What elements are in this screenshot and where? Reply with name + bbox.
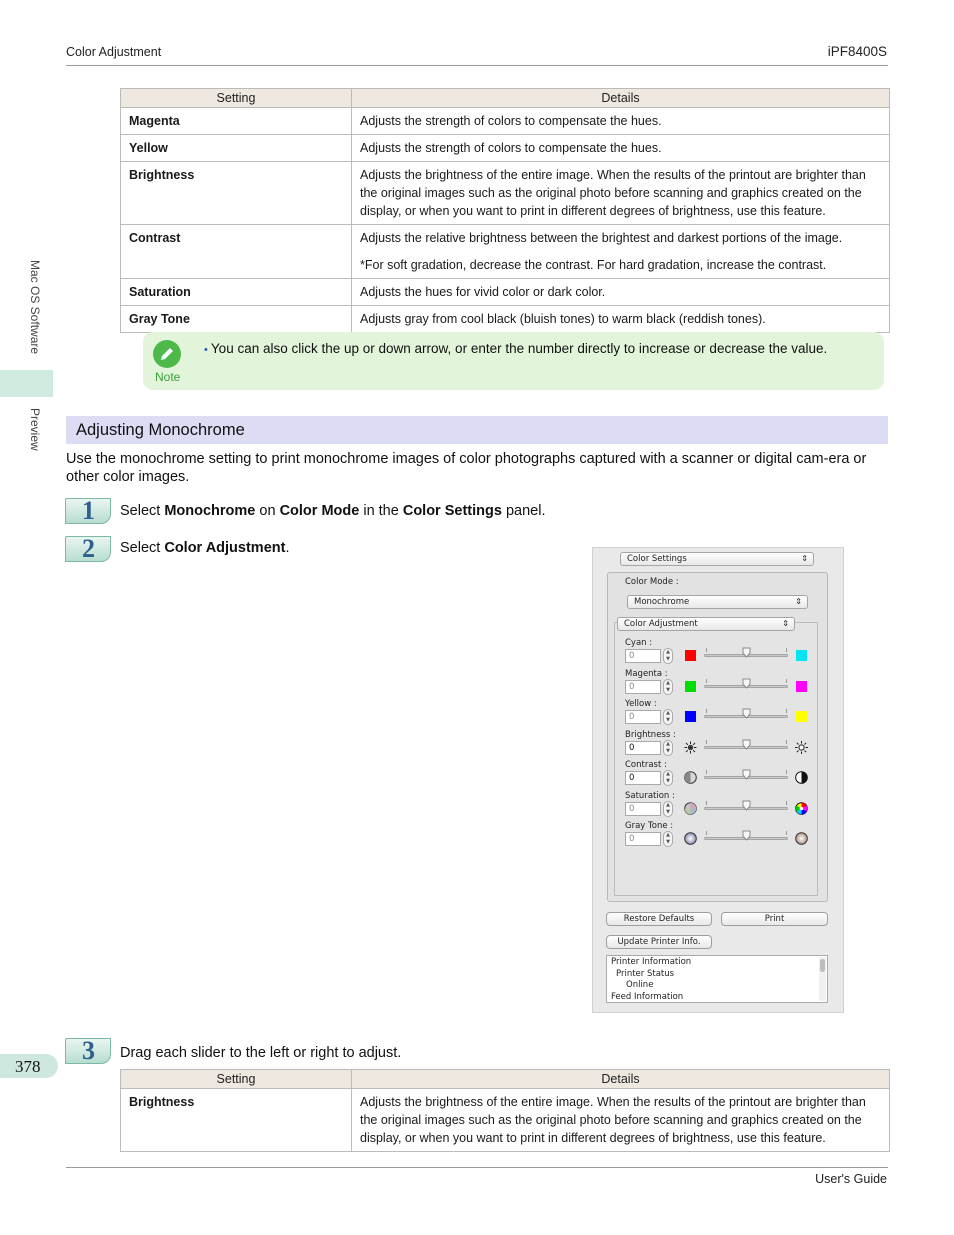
restore-defaults-button[interactable]: Restore Defaults: [606, 912, 712, 926]
header-rule: [66, 65, 888, 66]
slider-value-input[interactable]: 0: [625, 771, 661, 785]
bright-sun-icon: [795, 741, 808, 754]
slider-tick: [786, 801, 787, 805]
slider-label: Contrast :: [625, 760, 667, 770]
slider-row: [615, 821, 815, 851]
slider-row: [615, 730, 815, 760]
page-number: 378: [15, 1057, 41, 1076]
step-text-part: Select: [120, 503, 165, 519]
step-text-part: Select: [120, 540, 165, 556]
printer-info-list[interactable]: [606, 955, 828, 1003]
left-color-swatch: [685, 650, 696, 661]
step-keyword: Color Settings: [402, 503, 502, 519]
bullet-icon: •: [204, 344, 211, 356]
updown-arrow-icon: ⇕: [801, 554, 808, 563]
slider-row: [615, 791, 815, 821]
slider-row: [615, 669, 815, 699]
left-color-swatch: [685, 681, 696, 692]
right-color-swatch: [796, 711, 807, 722]
section-intro: Use the monochrome setting to print monochrome images of color photographs captured with a scanner or digital cam-era or other color images.: [66, 451, 867, 485]
slider-tick: [706, 740, 707, 744]
step-text-part: panel.: [501, 503, 546, 519]
table-header-details: Details: [352, 1070, 890, 1089]
info-line: Printer Status: [616, 968, 675, 979]
slider-value-input[interactable]: 0: [625, 741, 661, 755]
slider-row: [615, 760, 815, 790]
pencil-icon: [153, 340, 181, 368]
popup-value: Color Settings: [627, 554, 687, 564]
step-number: 1: [82, 496, 95, 525]
setting-name: Magenta: [121, 108, 352, 135]
left-color-swatch: [685, 711, 696, 722]
table-row: [121, 1089, 890, 1152]
note-label: Note: [155, 370, 181, 384]
print-button[interactable]: Print: [721, 912, 828, 926]
table-row: [121, 306, 890, 333]
updown-arrow-icon: ⇕: [782, 619, 789, 628]
side-tab-highlight: [0, 370, 53, 397]
step-keyword: Color Adjustment: [164, 540, 286, 556]
setting-details: Adjusts the brightness of the entire image. When the results of the printout are brighter than the original images such as the original photo before scanning and graphics created on the display, or when you want to print in different degrees of brightness, use this feature.: [352, 1089, 890, 1152]
slider-thumb[interactable]: [742, 800, 751, 811]
slider-thumb[interactable]: [742, 830, 751, 841]
scrollbar[interactable]: [819, 957, 826, 1001]
slider-value-input[interactable]: 0: [625, 710, 661, 724]
section-heading: [66, 416, 888, 444]
slider-label: Magenta :: [625, 668, 668, 679]
table-row: [121, 135, 890, 162]
section-title: Adjusting Monochrome: [76, 421, 245, 439]
value-stepper[interactable]: ▲ ▼: [663, 709, 673, 725]
step-2-text: [120, 540, 289, 556]
color-mode-popup[interactable]: [627, 595, 808, 609]
cool-tone-icon: [684, 832, 697, 845]
slider-label: Yellow :: [625, 699, 657, 709]
scrollbar-thumb[interactable]: [820, 959, 825, 972]
step-text-part: in the: [359, 503, 403, 519]
popup-value: Monochrome: [634, 597, 690, 607]
step-badge-2: [65, 536, 111, 562]
dim-sun-icon: [684, 741, 697, 754]
table-row: [121, 279, 890, 306]
header-model-name: iPF8400S: [827, 44, 887, 59]
setting-details: Adjusts the hues for vivid color or dark color.: [352, 279, 890, 306]
warm-tone-icon: [795, 832, 808, 845]
info-line: Printer Information: [611, 957, 692, 967]
setting-name: Yellow: [121, 135, 352, 162]
step-keyword: Color Mode: [279, 503, 360, 519]
high-contrast-icon: [795, 771, 808, 784]
slider-value-input[interactable]: 0: [625, 802, 661, 816]
note-text: [204, 341, 827, 356]
right-color-swatch: [796, 650, 807, 661]
slider-tick: [706, 648, 707, 652]
step-text-part: on: [255, 503, 280, 519]
table-row: [121, 108, 890, 135]
slider-value-input[interactable]: 0: [625, 680, 661, 694]
low-contrast-icon: [684, 771, 697, 784]
step-3-text: Drag each slider to the left or right to adjust.: [120, 1045, 402, 1061]
setting-details: Adjusts the relative brightness between the brightest and darkest portions of the image.: [360, 231, 843, 245]
setting-details: Adjusts gray from cool black (bluish tones) to warm black (reddish tones).: [352, 306, 890, 333]
color-settings-popup[interactable]: [620, 552, 814, 566]
value-stepper[interactable]: ▲ ▼: [663, 679, 673, 695]
setting-name: Contrast: [121, 225, 352, 279]
slider-tick: [706, 801, 707, 805]
setting-details: Adjusts the strength of colors to compensate the hues.: [352, 135, 890, 162]
color-mode-label: Color Mode :: [625, 577, 679, 587]
color-mode-group: [607, 572, 828, 902]
slider-label: Gray Tone :: [625, 821, 674, 831]
setting-details-note: *For soft gradation, decrease the contrast. For hard gradation, increase the contrast.: [360, 258, 827, 272]
setting-details: Adjusts the strength of colors to compensate the hues.: [352, 108, 890, 135]
update-printer-info-button[interactable]: Update Printer Info.: [606, 935, 712, 949]
slider-row: [615, 699, 815, 729]
setting-details: Adjusts the brightness of the entire image. When the results of the printout are brighter than the original images such as the original photo before scanning and graphics created on the display, or when you want to print in different degrees of brightness, use this feature.: [352, 162, 890, 225]
table-header-row: [121, 89, 890, 108]
slider-tick: [706, 679, 707, 683]
slider-thumb[interactable]: [742, 678, 751, 689]
slider-label: Brightness :: [625, 729, 676, 740]
table-row: [121, 162, 890, 225]
info-line: Online: [626, 980, 654, 990]
step-badge-3: [65, 1038, 111, 1064]
slider-tick: [706, 831, 707, 835]
updown-arrow-icon: ⇕: [795, 597, 802, 606]
setting-name: Brightness: [121, 1089, 352, 1152]
value-stepper[interactable]: ▲ ▼: [663, 740, 673, 756]
slider-label: Saturation :: [625, 790, 675, 801]
color-adjustment-popup[interactable]: [617, 617, 795, 631]
slider-thumb[interactable]: [742, 647, 751, 658]
slider-tick: [786, 770, 787, 774]
slider-row: [615, 638, 815, 668]
note-body: You can also click the up or down arrow, or enter the number directly to increase or decrease the value.: [210, 341, 828, 356]
slider-tick: [706, 709, 707, 713]
value-stepper[interactable]: ▲ ▼: [663, 801, 673, 817]
value-stepper[interactable]: ▲ ▼: [663, 770, 673, 786]
table-header-setting: Setting: [121, 1070, 352, 1089]
slider-value-input[interactable]: 0: [625, 649, 661, 663]
slider-thumb[interactable]: [742, 739, 751, 750]
table-header-setting: Setting: [121, 89, 352, 108]
step-number: 3: [82, 1036, 95, 1065]
setting-name: Gray Tone: [121, 306, 352, 333]
color-settings-panel: [592, 547, 844, 1013]
setting-details-cell: [352, 225, 890, 279]
slider-value-input[interactable]: 0: [625, 832, 661, 846]
header-section-title: Color Adjustment: [66, 45, 162, 59]
step-1-text: [120, 503, 545, 519]
slider-tick: [786, 648, 787, 652]
slider-tick: [706, 770, 707, 774]
side-tab-topic: Preview: [28, 408, 42, 451]
settings-table: [120, 88, 890, 333]
value-stepper[interactable]: ▲ ▼: [663, 648, 673, 664]
slider-thumb[interactable]: [742, 708, 751, 719]
step-badge-1: [65, 498, 111, 524]
side-tab-chapter: Mac OS Software: [28, 260, 42, 355]
footer-guide-name: User's Guide: [815, 1172, 887, 1186]
step-keyword: Monochrome: [164, 503, 256, 519]
slider-tick: [786, 740, 787, 744]
slider-thumb[interactable]: [742, 769, 751, 780]
popup-value: Color Adjustment: [624, 619, 698, 629]
slider-label: Cyan :: [625, 638, 653, 648]
low-saturation-icon: [684, 802, 697, 815]
table-header-row: [121, 1070, 890, 1089]
slider-tick: [786, 679, 787, 683]
value-stepper[interactable]: ▲ ▼: [663, 831, 673, 847]
adjustment-group: [614, 619, 818, 896]
table-header-details: Details: [352, 89, 890, 108]
slider-tick: [786, 831, 787, 835]
info-line: Feed Information: [611, 991, 684, 1002]
footer-rule: [66, 1167, 888, 1168]
brightness-table: [120, 1069, 890, 1152]
note-box: [143, 332, 884, 390]
slider-tick: [786, 709, 787, 713]
high-saturation-icon: [795, 802, 808, 815]
setting-name: Saturation: [121, 279, 352, 306]
setting-name: Brightness: [121, 162, 352, 225]
step-text-part: .: [285, 540, 290, 556]
step-number: 2: [82, 534, 95, 563]
table-row: [121, 225, 890, 279]
right-color-swatch: [796, 681, 807, 692]
